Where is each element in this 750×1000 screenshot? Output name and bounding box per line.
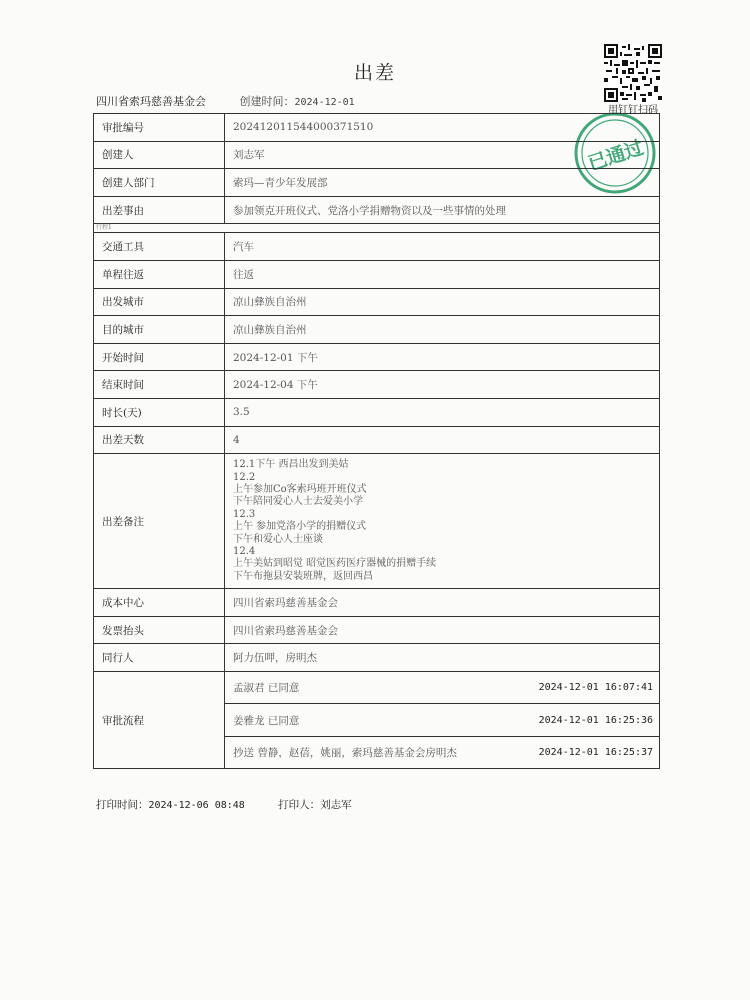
approval-step-time: 2024-12-01 16:25:36	[538, 714, 653, 726]
field-label: 发票抬头	[94, 616, 225, 644]
table-row	[94, 398, 660, 426]
table-row	[94, 343, 660, 371]
field-value: 2024-12-01 下午	[225, 343, 660, 371]
trip-notes	[225, 454, 660, 589]
field-value: 四川省索玛慈善基金会	[225, 616, 660, 644]
field-label: 时长(天)	[94, 398, 225, 426]
field-label: 出发城市	[94, 288, 225, 316]
notes-line: 12.3	[233, 508, 256, 520]
field-value: 汽车	[225, 233, 660, 261]
notes-line: 下午布拖县安装班牌，返回西昌	[233, 570, 373, 582]
table-row	[94, 196, 660, 224]
notes-line: 12.2	[233, 471, 256, 483]
created-label: 创建时间：	[239, 95, 295, 108]
qr-caption: 用钉钉扫码	[608, 105, 658, 116]
field-value: 3.5	[225, 398, 660, 426]
table-row	[94, 644, 660, 672]
printer-name: 刘志军	[320, 799, 352, 811]
field-label: 审批编号	[94, 114, 225, 142]
field-value: 4	[225, 426, 660, 454]
section-label: 行程1	[94, 224, 660, 233]
created-date: 2024-12-01	[294, 97, 355, 108]
field-label: 创建人部门	[94, 169, 225, 197]
field-label: 出差事由	[94, 196, 225, 224]
field-label: 成本中心	[94, 589, 225, 617]
table-row	[94, 233, 660, 261]
field-value: 往返	[225, 260, 660, 288]
field-value: 索玛—青少年发展部	[225, 169, 660, 197]
table-row	[94, 589, 660, 617]
qr-code-icon	[604, 44, 662, 102]
created-time	[240, 95, 355, 108]
notes-line: 12.1下午 西昌出发到美姑	[233, 459, 349, 471]
table-row	[94, 426, 660, 454]
table-row	[94, 288, 660, 316]
notes-line: 上午参加Co客索玛班开班仪式	[233, 483, 367, 495]
field-value: 刘志军	[225, 141, 660, 169]
approval-flow-label: 审批流程	[94, 671, 225, 769]
table-row	[94, 141, 660, 169]
field-label: 创建人	[94, 141, 225, 169]
notes-line: 上午美姑到昭觉 昭觉医药医疗器械的捐赠手续	[233, 558, 437, 570]
approval-step-time: 2024-12-01 16:25:37	[538, 747, 653, 759]
table-row	[94, 371, 660, 399]
table-row	[94, 616, 660, 644]
field-label: 交通工具	[94, 233, 225, 261]
table-row	[94, 260, 660, 288]
approval-step-time: 2024-12-01 16:07:41	[538, 682, 653, 694]
field-value: 凉山彝族自治州	[225, 316, 660, 344]
field-label: 结束时间	[94, 371, 225, 399]
table-row	[94, 114, 660, 142]
print-footer	[96, 797, 352, 812]
print-time-value: 2024-12-06 08:48	[148, 800, 245, 811]
table-row	[94, 169, 660, 197]
field-value: 参加领克开班仪式、党洛小学捐赠物资以及一些事情的处理	[225, 196, 660, 224]
field-value: 202412011544000371510	[225, 114, 660, 142]
approval-step-text: 抄送 曾静，赵蓓，姚丽，索玛慈善基金会房明杰	[233, 747, 457, 760]
printer	[278, 799, 352, 811]
field-value: 四川省索玛慈善基金会	[225, 589, 660, 617]
document-meta	[96, 93, 355, 109]
field-value: 阿力伍呷，房明杰	[225, 644, 660, 672]
notes-line: 下午陪同爱心人士去爱美小学	[233, 496, 363, 508]
stamp-text: 已通过	[585, 136, 647, 176]
printer-label: 打印人：	[278, 799, 321, 811]
notes-line: 上午 参加党洛小学的捐赠仪式	[233, 521, 367, 533]
notes-line: 下午和爱心人士座谈	[233, 533, 323, 545]
approval-flow	[225, 671, 660, 769]
approval-step-text: 姜雅龙 已同意	[233, 714, 300, 727]
trip-approval-table	[93, 113, 660, 769]
field-label: 同行人	[94, 644, 225, 672]
approval-step-text: 孟淑君 已同意	[233, 682, 300, 695]
document-title: 出差	[353, 62, 396, 84]
field-value: 凉山彝族自治州	[225, 288, 660, 316]
approval-step	[225, 737, 659, 769]
field-label: 单程往返	[94, 260, 225, 288]
print-time	[96, 799, 245, 811]
approval-step	[225, 672, 659, 705]
print-time-label: 打印时间：	[96, 799, 149, 811]
table-row	[94, 316, 660, 344]
approval-step	[225, 704, 659, 737]
notes-line: 12.4	[233, 545, 256, 557]
field-value: 2024-12-04 下午	[225, 371, 660, 399]
field-label: 出差天数	[94, 426, 225, 454]
organization-name: 四川省索玛慈善基金会	[96, 95, 206, 108]
notes-label: 出差备注	[94, 454, 225, 589]
field-label: 目的城市	[94, 316, 225, 344]
field-label: 开始时间	[94, 343, 225, 371]
